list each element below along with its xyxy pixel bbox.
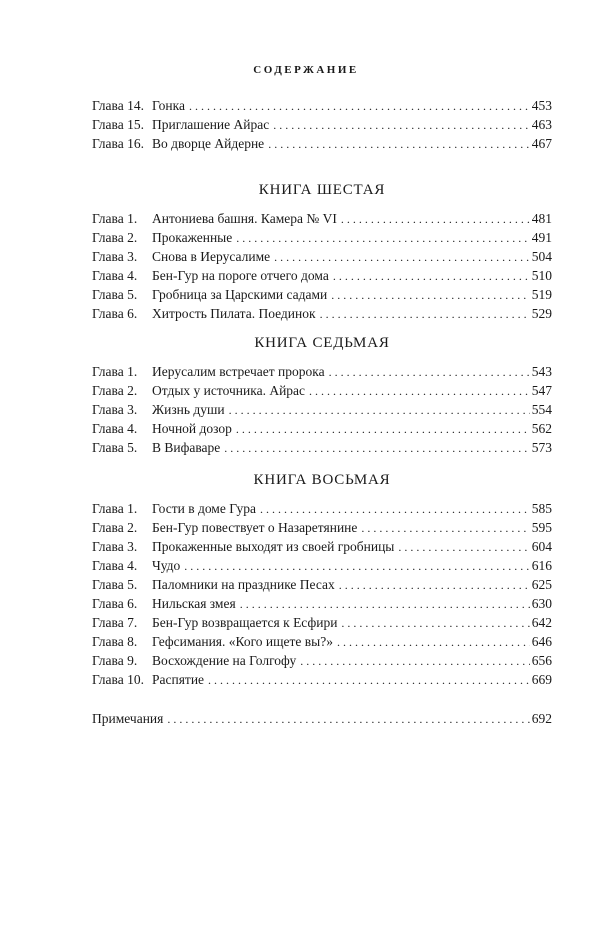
chapter-page: 491	[531, 230, 552, 245]
chapter-page: 630	[531, 596, 552, 611]
chapter-number: Глава 5.	[92, 577, 138, 592]
dot-leader	[341, 614, 529, 633]
chapter-page: 529	[531, 306, 552, 321]
toc-entry[interactable]	[92, 381, 552, 400]
chapter-title: Во дворце Айдерне	[152, 136, 265, 151]
chapter-page: 504	[531, 249, 552, 264]
chapter-number: Глава 8.	[92, 634, 138, 649]
dot-leader	[208, 671, 530, 690]
chapter-page: 646	[531, 634, 552, 649]
dot-leader	[260, 500, 530, 519]
chapter-page: 519	[531, 287, 552, 302]
book-seven-section	[92, 333, 552, 457]
dot-leader	[268, 135, 530, 154]
chapter-number: Глава 3.	[92, 402, 138, 417]
continued-section	[92, 96, 552, 153]
chapter-number: Глава 6.	[92, 596, 138, 611]
chapter-page: 510	[531, 268, 552, 283]
toc-entry[interactable]	[92, 518, 552, 537]
chapter-number: Глава 1.	[92, 501, 138, 516]
chapter-number: Глава 3.	[92, 249, 138, 264]
chapter-title: Восхождение на Голгофу	[152, 653, 297, 668]
chapter-title: Чудо	[152, 558, 181, 573]
chapter-number: Глава 5.	[92, 440, 138, 455]
chapter-number: Глава 7.	[92, 615, 138, 630]
toc-entry[interactable]	[92, 556, 552, 575]
dot-leader	[361, 519, 529, 538]
toc-entry[interactable]	[92, 670, 552, 689]
chapter-title: Иерусалим встречает пророка	[152, 364, 325, 379]
chapter-title: Бен-Гур повествует о Назаретянине	[152, 520, 358, 535]
chapter-page: 585	[531, 501, 552, 516]
toc-entry[interactable]	[92, 304, 552, 323]
chapter-number: Глава 6.	[92, 306, 138, 321]
chapter-number: Глава 16.	[92, 136, 144, 151]
chapter-page: 547	[531, 383, 552, 398]
chapter-title: Бен-Гур возвращается к Есфири	[152, 615, 338, 630]
chapter-number: Глава 15.	[92, 117, 144, 132]
chapter-title: Хитрость Пилата. Поединок	[152, 306, 316, 321]
chapter-title: Распятие	[152, 672, 205, 687]
toc-entry-title: Примечания	[92, 711, 164, 726]
chapter-number: Глава 9.	[92, 653, 138, 668]
chapter-title: Гонка	[152, 98, 185, 113]
chapter-page: 616	[531, 558, 552, 573]
chapter-title: Гробница за Царскими садами	[152, 287, 328, 302]
chapter-title: Ночной дозор	[152, 421, 232, 436]
toc-entry[interactable]	[92, 632, 552, 651]
chapter-number: Глава 1.	[92, 211, 138, 226]
chapter-title: Прокаженные выходят из своей гробницы	[152, 539, 395, 554]
dot-leader	[184, 557, 529, 576]
dot-leader	[229, 401, 530, 420]
chapter-title: Жизнь души	[152, 402, 225, 417]
dot-leader	[331, 286, 530, 305]
book-eight-title: КНИГА ВОСЬМАЯ	[253, 472, 391, 488]
dot-leader	[189, 97, 530, 116]
toc-entry[interactable]	[92, 499, 552, 518]
dot-leader	[398, 538, 529, 557]
chapter-number: Глава 2.	[92, 383, 138, 398]
chapter-page: 562	[531, 421, 552, 436]
dot-leader	[274, 248, 530, 267]
chapter-page: 467	[531, 136, 552, 151]
dot-leader	[341, 210, 530, 229]
toc-entry[interactable]	[92, 228, 552, 247]
chapter-page: 595	[531, 520, 552, 535]
chapter-title: В Вифаваре	[152, 440, 221, 455]
chapter-title: Приглашение Айрас	[152, 117, 270, 132]
book-eight-section	[92, 470, 552, 689]
chapter-page: 656	[531, 653, 552, 668]
toc-entry[interactable]	[92, 362, 552, 381]
chapter-page: 543	[531, 364, 552, 379]
toc-entry[interactable]	[92, 438, 552, 457]
toc-entry[interactable]	[92, 400, 552, 419]
book-six-title: КНИГА ШЕСТАЯ	[258, 182, 386, 198]
toc-entry[interactable]	[92, 115, 552, 134]
toc-entry[interactable]	[92, 419, 552, 438]
chapter-title: Снова в Иерусалиме	[152, 249, 271, 264]
chapter-number: Глава 2.	[92, 230, 138, 245]
chapter-number: Глава 10.	[92, 672, 144, 687]
dot-leader	[300, 652, 530, 671]
dot-leader	[309, 382, 530, 401]
chapter-number: Глава 5.	[92, 287, 138, 302]
chapter-number: Глава 4.	[92, 558, 138, 573]
book-seven-title: КНИГА СЕДЬМАЯ	[254, 335, 390, 351]
chapter-page: 625	[531, 577, 552, 592]
toc-entry[interactable]	[92, 96, 552, 115]
dot-leader	[333, 267, 530, 286]
dot-leader	[240, 595, 530, 614]
chapter-number: Глава 14.	[92, 98, 144, 113]
dot-leader	[273, 116, 530, 135]
chapter-title: Прокаженные	[152, 230, 233, 245]
toc-entry[interactable]	[92, 537, 552, 556]
toc-entry[interactable]	[92, 209, 552, 228]
notes-section	[92, 709, 552, 728]
chapter-page: 604	[531, 539, 552, 554]
chapter-page: 554	[531, 402, 552, 417]
chapter-number: Глава 1.	[92, 364, 138, 379]
chapter-title: Гости в доме Гура	[152, 501, 256, 516]
chapter-title: Нильская змея	[152, 596, 236, 611]
dot-leader	[329, 363, 530, 382]
toc-entry-page: 692	[531, 711, 552, 726]
chapter-number: Глава 4.	[92, 421, 138, 436]
dot-leader	[337, 633, 530, 652]
chapter-title: Паломники на празднике Песах	[152, 577, 335, 592]
chapter-number: Глава 4.	[92, 268, 138, 283]
toc-entry[interactable]	[92, 575, 552, 594]
toc-entry[interactable]	[92, 134, 552, 153]
dot-leader	[167, 710, 529, 729]
chapter-title: Отдых у источника. Айрас	[152, 383, 306, 398]
toc-entry[interactable]	[92, 651, 552, 670]
dot-leader	[339, 576, 530, 595]
dot-leader	[224, 439, 529, 458]
chapter-page: 463	[531, 117, 552, 132]
dot-leader	[236, 229, 530, 248]
running-head: СОДЕРЖАНИЕ	[253, 64, 359, 76]
toc-entry[interactable]	[92, 613, 552, 632]
chapter-page: 481	[531, 211, 552, 226]
dot-leader	[236, 420, 530, 439]
toc-entry-notes[interactable]	[92, 709, 552, 728]
toc-entry[interactable]	[92, 594, 552, 613]
chapter-title: Бен-Гур на пороге отчего дома	[152, 268, 329, 283]
book-six-section	[92, 180, 552, 323]
chapter-page: 642	[531, 615, 552, 630]
toc-entry[interactable]	[92, 266, 552, 285]
chapter-number: Глава 2.	[92, 520, 138, 535]
chapter-page: 573	[531, 440, 552, 455]
chapter-number: Глава 3.	[92, 539, 138, 554]
chapter-page: 669	[531, 672, 552, 687]
chapter-title: Гефсимания. «Кого ищете вы?»	[152, 634, 333, 649]
chapter-page: 453	[531, 98, 552, 113]
toc-entry[interactable]	[92, 247, 552, 266]
toc-entry[interactable]	[92, 285, 552, 304]
chapter-title: Антониева башня. Камера № VI	[152, 211, 337, 226]
dot-leader	[320, 305, 530, 324]
